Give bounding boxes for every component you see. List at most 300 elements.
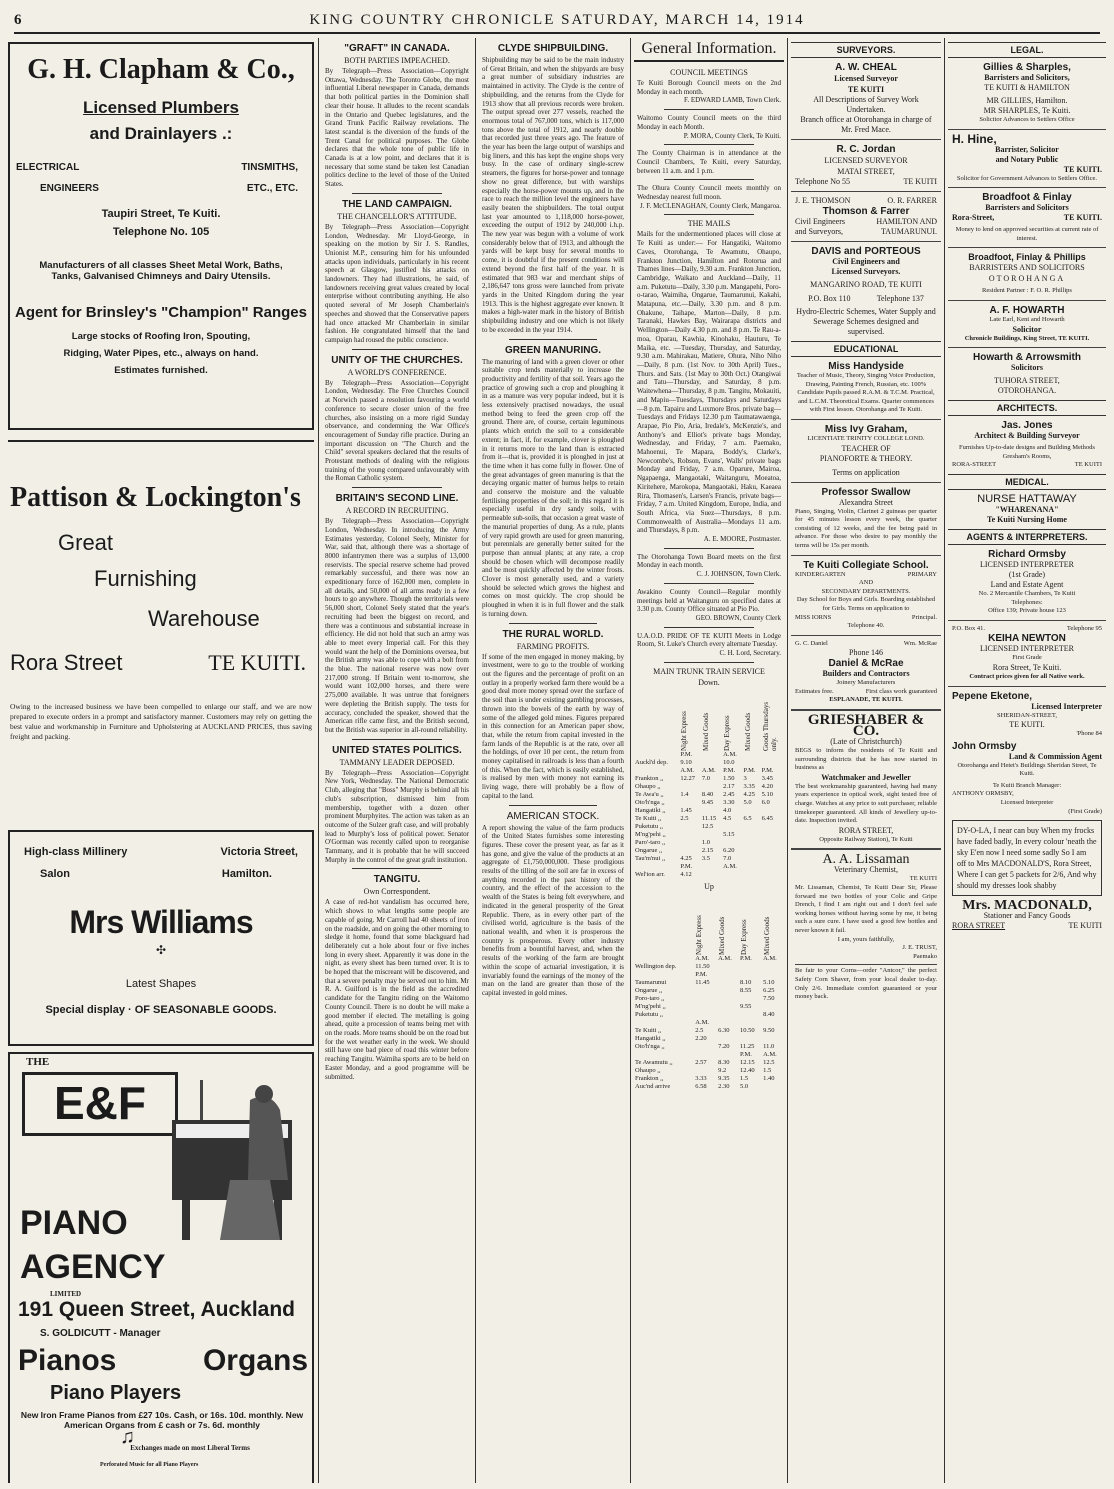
timetable-station: Oto'h'nga ,, [635, 1042, 665, 1050]
timetable-station: M'ng'pehi ,, [635, 1002, 666, 1010]
hattaway-name: NURSE HATTAWAY [977, 492, 1077, 505]
council3: The County Chairman is in attendance at the Council Chambers, Te Kuiti, every Saturday, between 11 a.m. and 1 p.m. [637, 149, 781, 175]
timetable-row [634, 791, 784, 799]
jordan-card [795, 144, 937, 187]
timetable-time: 8.55 [739, 986, 752, 994]
timetable-station: Te Kuiti ,, [635, 814, 662, 822]
thomson-name: Thomson & Farrer [822, 206, 910, 217]
masthead [14, 6, 1100, 34]
timetable-time [717, 979, 739, 987]
arrowsmith-t3: OTOROHANGA. [997, 386, 1057, 396]
timetable-station: Hangatiki ,, [635, 1034, 666, 1042]
mails-body: Mails for the undermentioned places will close at Te Kuiti as under:— For Hangatiki, Waitomo Caves, Otorohanga, Te Awamutu, Ohaupo, Frankton Junction, Hamilton and Rotorua and Thames lines—Daily, 9.30 a.m. Frankton Junction, Cambridge, Waikato and Auckland—Daily, 11 a.m. Puketutu—Daily, 3.30 p.m. Mangapehi, Poro-o-tarao, Waimiha, Ongarue, Taumarunui, Kakahi, Matapuna, etc.—Daily, 3.30 p.m. and 8 p.m. Ohakune, Taihape, Marton—Daily, 8 p.m. Taranaki, Hawkes Bay, Wairarapa districts and Wellington—Daily 4.30 p.m. and 8 p.m. Te Rau-a-moa, Oparau, Kawhia, Kinohaku, Hauturu, Te Maika, etc. —Tuesday, Thursday, and Saturday, 9.30 a.m. Mahirakau, Matiere, Ohura, Niho Niho—Daily, 8 p.m. (1st Nov. to 30th April) Tues., Thurs. and Sats. (1st May to 30th Oct.) Otangiwai and Tatu—Thursday, and Saturday, 8 p.m. Waitewhena—Thursday, 8 p.m. Tangitu, Mokauiti, and Mapiu—Tuesdays, Thursdays and Saturdays —8 p.m. Tapairu and Luxmore Bros. private bag—Tuesdays and Fridays 12.30 p.m Taumatawaenga, Arapae, Pio Pio, Aria, Iredale's, McKenzie's, and Anthony's and Elliot's private bags Monday, Wednesday, and Friday, 7 a.m. Paemako, Mahoenui, Te Mapara, Boddy's, Clarke's, Newcombe's, Robson, Evans', Walls' private bags Monday and Friday, 7 a.m. Oparure, Mairoa, Ngapaenga, Mangaotaki, Waitanguru, Moeatoa, Kiritehere, Marokopa, Mangaotaki, Haku, Kaeaea Rira, Thomasen's, Larsen's Francis, private bags—Friday, 7 a.m. United Kingdom, Europe, India, and South Africa, via Suez—Thursdays, 8 p.m. Commonwealth of Australia—Mondays 11 a.m. and Thursdays, 8 p.m. [637, 230, 781, 535]
timetable-station [634, 751, 679, 759]
general-info-title: General Information. [634, 40, 784, 62]
hine-t1: Barrister, Solicitor [995, 144, 1059, 154]
timetable-time [743, 807, 761, 815]
timetable-station: Ongarue ,, [635, 846, 663, 854]
column-6-legal [948, 38, 1106, 1483]
hattaway-card [952, 494, 1102, 525]
thomson-r1: O. R. FARRER [887, 196, 937, 205]
timetable-time: 4.5 [723, 814, 732, 822]
timetable-time [722, 871, 742, 879]
graham-t1: LICENTIATE TRINITY COLLEGE LOND. [807, 434, 925, 442]
clapham-stock2: Ridging, Water Pipes, etc., always on hand. [63, 348, 259, 359]
timetable-row [634, 1011, 784, 1019]
american-stock-body: A report showing the value of the farm products of the United States furnishes some interesting figures. These cover the present year, as far as it has gone, and give the value of the products at an aggregate of £1,750,000,000. These prodigious results of the tilling of the soil are far in excess of anything recorded in the past history of the country, and the effect of the accession to the wealth of the States is being felt everywhere, and indicated in the general prosperity of the Great Republic. There, as in every other part of the civilised world, agriculture is the basis of the national wealth, and when it is prosperous the country is prosperous. Every other industry benefits from a bountiful harvest, and, when the results of the working of the farm are brought within the scope of actuarial investigation, it is invariably found the earnings of the money of the man on the land are greater than those of the capital invested in gold mines. [482, 823, 624, 997]
timetable-row [634, 823, 784, 831]
timetable-row [634, 1075, 784, 1083]
britain-body: By Telegraph—Press Association—Copyright London, Wednesday. In introducing the Army Estimates yesterday, Colonel Seely, Minister for War, said that, although there was a shortage of 8000 infantrymen there was a surplus of 13,000 reservists. The special reserve scheme had proved remarkably successful, and there was now an expeditionary force of 162,000 men, complete in all details, and 50,000 of all arms ready in a few hours to go anywhere. Though the territorials were 56,000 short, Colonel Seely stated that the year's recruiting had been the biggest on record, and there was a continuous and substantial increase in efficiency. He did not hold that such an army was able to meet every Imperial call. For this they would want the help of the Dominions oversea, but the British army was able to cope with a bolt from the blue. The national reserve was now over 217,000 strong. If Britain went to-morrow, she would want 102,000 horses, and there were 275,000 available. It was untrue that foreigners were depleting the British supply. The tests for accuracy, concluded the speaker, showed that the American rifle came first, and the British second, but the British was superior in all-round reliability. [325, 517, 469, 734]
timetable-time: 10.0 [723, 758, 735, 766]
timetable-time [694, 1011, 717, 1019]
grieshaber-card [795, 712, 937, 844]
collegiate-card [795, 560, 937, 631]
clapham-name: G. H. Clapham & Co., [27, 54, 295, 85]
williams-latest: Latest Shapes [125, 978, 197, 990]
timetable-time: P.M. [743, 766, 756, 774]
hine-t3: TE KUITI. [1063, 164, 1102, 174]
timetable-time: 6.45 [761, 814, 773, 822]
handyside-name: Miss Handyside [828, 361, 904, 372]
pattison-body: Owing to the increased business we have been compelled to enlarge our staff, and we are now prepared to execute orders in a prompt and satisfactory manner. Customers may rely on getting the best value and workmanship in Furniture and Upholstering at AUCKLAND PRICES, thus saving freight and packing. [10, 702, 312, 741]
timetable-time [739, 1019, 762, 1027]
graham-t3: PIANOFORTE & THEORY. [819, 453, 913, 463]
column-rule [944, 38, 945, 1483]
ef-perforated: Perforated Music for all Piano Players [100, 1462, 199, 1468]
williams-name: Mrs Williams [69, 904, 253, 940]
timetable-time [717, 1011, 739, 1019]
clapham-stock1: Large stocks of Roofing Iron, Spouting, [71, 331, 251, 342]
timetable-time: 7.20 [718, 1042, 730, 1050]
macdonald-name: Mrs. MACDONALD, [962, 898, 1092, 914]
timetable-time [762, 971, 784, 979]
timetable-row [634, 1019, 784, 1027]
timetable-station [634, 971, 694, 979]
broadfoot-t3: Money to lend on approved securities at current rate of interest. [955, 226, 1099, 242]
lissaman-t5: Paemako [913, 952, 937, 960]
graham-name: Miss Ivy Graham, [824, 423, 908, 435]
timetable-time: 11.45 [695, 978, 710, 986]
ormsby-t1: LICENSED INTERPRETER [980, 559, 1074, 569]
davis-t2: Licensed Surveyors. [831, 267, 901, 276]
lissaman-card [795, 854, 937, 1001]
williams-ad [8, 830, 314, 1046]
ef-address: 191 Queen Street, Auckland [18, 1298, 295, 1321]
timetable-time: 2.17 [723, 782, 735, 790]
timetable-row [634, 855, 784, 863]
jormsby-card [952, 741, 1102, 817]
ormsby-name: Richard Ormsby [988, 548, 1066, 560]
jormsby-name: John Ormsby [952, 740, 1017, 752]
gillies-t5: Solicitor Advances to Settlers Office [979, 116, 1075, 123]
timetable-time: 7.50 [763, 994, 775, 1002]
timetable-row [634, 963, 784, 971]
newton-t3: Rora Street, Te Kuiti. [992, 662, 1062, 672]
timetable-time [739, 1011, 762, 1019]
williams-special: Special display · OF SEASONABLE GOODS. [45, 1004, 277, 1016]
land-body: By Telegraph—Press Association—Copyright London, Wednesday. Mr Lloyd-George, in speaking on the motion by Sir J. S. Randles, Unionist M.P., censuring him for his unfounded attacks upon individuals, particularly in his recent speech at Glasgow, justified his attacks on landowners. They had illustrations, he said, of landowners receiving great values created by local enterprise without contributing anything. He also quoted several of Mr Joseph Chamberlain's speeches and showed that the Conservative papers had once attacked Mr Chamberlain in similar fashion. He congratulated himself that the land campaign had roused the public conscience. [325, 222, 469, 344]
dyola-poem: DY-O-LA, I near can buy When my frocks have faded badly, In every colour 'neath the sky E'en now I need some sadly So I am off to Mrs MACDONALD'S, Rora Street, Where I can get 5 packets for 2/6, And why should my dresses look shabby [952, 820, 1102, 896]
column-1-ads [8, 38, 314, 1483]
gillies-t4: MR SHARPLES, Te Kuiti. [983, 106, 1071, 115]
timetable-station: Ohaupo ,, [635, 782, 661, 790]
timetable-time [701, 759, 722, 767]
newton-name: KEIHA NEWTON [988, 633, 1066, 645]
clapham-tinsmiths: TINSMITHS, [241, 162, 298, 173]
timetable-row [634, 971, 784, 979]
gillies-t3: MR GILLIES, Hamilton. [986, 96, 1068, 105]
timetable-station: Wel'ton arr. [635, 870, 665, 878]
pattison-street: Rora Street [10, 650, 123, 675]
timetable-time: 4.25 [680, 854, 692, 862]
timetable-row [634, 863, 784, 871]
timetable-time [679, 783, 701, 791]
timetable-time: 1.50 [723, 774, 735, 782]
daniel-t1: Builders and Contractors [822, 669, 910, 679]
jones-t1: Architect & Building Surveyor [974, 431, 1080, 441]
timetable-time [743, 863, 761, 871]
timetable-time: 6.5 [743, 814, 752, 822]
timetable-time: 10.50 [739, 1026, 755, 1034]
timetable-column-header: Day Express [723, 715, 732, 751]
timetable-time: P.M. [695, 970, 708, 978]
timetable-time: A.M. [718, 954, 732, 962]
timetable-time: 4.25 [743, 790, 755, 798]
hine-t2: and Notary Public [995, 154, 1059, 164]
timetable-time [761, 839, 784, 847]
timetable-time: 1.45 [680, 806, 692, 814]
timetable-station [634, 955, 694, 963]
medical-section: MEDICAL. [948, 474, 1106, 490]
timetable-time: 5.0 [743, 798, 752, 806]
collegiate-l1: KINDERGARTEN [795, 570, 846, 578]
timetable-time: 6.30 [718, 1026, 730, 1034]
timetable-row [634, 831, 784, 839]
jormsby-t1: Land & Commission Agent [1008, 751, 1102, 761]
timetable-row [634, 1067, 784, 1075]
arrowsmith-card [952, 352, 1102, 396]
piano-illustration-icon [160, 1060, 310, 1260]
timetable-time [694, 1043, 717, 1051]
churches-body: By Telegraph—Press Association—Copyright London, Wednesday. The Free Churches Council at Norwich passed a resolution favouring a world conference to secure closer union of the free churches, also insisting on a more rigid Sunday observance, and condemning the War Office's encouragement of Sunday rifle practice. During an important discussion on "The Church and the Child" several speakers declared that the results of Protestant methods of dealing with the religious training of the young compared unfavourably with the Roman Catholic system. [325, 378, 469, 483]
timetable-time [717, 1035, 739, 1043]
ormsby-card [952, 549, 1102, 616]
davis-t1: Civil Engineers and [832, 257, 900, 266]
ef-pianos: Pianos [18, 1344, 117, 1377]
timetable-station: M'ng'pehi ,, [635, 830, 666, 838]
timetable-time: 4.12 [680, 870, 692, 878]
churches-headline: UNITY OF THE CHURCHES. [331, 354, 463, 366]
council1-sig: F. EDWARD LAMB, Town Clerk. [683, 96, 781, 105]
clapham-estimates: Estimates furnished. [114, 365, 208, 376]
pattison-furnishing: Furnishing [94, 566, 197, 591]
eketone-t3: TE KUITI. [1009, 720, 1045, 730]
timetable-time [743, 831, 761, 839]
us-politics-headline: UNITED STATES POLITICS. [332, 744, 462, 756]
jordan-t2: MATAI STREET, [837, 167, 895, 176]
land-subhead: THE CHANCELLOR'S ATTITUDE. [337, 211, 457, 221]
pattison-ad [8, 440, 314, 822]
timetable-station: Te Awamutu ,, [635, 1058, 673, 1066]
timetable-time [739, 995, 762, 1003]
ef-limited: LIMITED [50, 1290, 82, 1298]
williams-street: Victoria Street, [220, 846, 298, 858]
timetable-station [634, 1051, 694, 1059]
swallow-body: Piano, Singing, Violin, Clarinet 2 guineas per quarter for 45 minutes lesson every week, the quarter consisting of 12 weeks, and the fee being paid in advance. For those who desire to pay monthly the terms will be 15s per month. [795, 507, 937, 549]
ormsby-t5: Telephones: [1011, 598, 1043, 606]
cheal-card [795, 62, 937, 135]
timetable-time: 4.20 [761, 782, 773, 790]
timetable-station: Ongarue ,, [635, 986, 663, 994]
howarth-card [952, 305, 1102, 343]
churches-subhead: A WORLD'S CONFERENCE. [347, 367, 447, 377]
timetable-time [761, 847, 784, 855]
cheal-name: A. W. CHEAL [835, 62, 897, 73]
timetable-station-header [634, 689, 679, 751]
timetable-time: A.M. [723, 750, 737, 758]
timetable-time: P.M. [739, 1050, 752, 1058]
timetable-time [701, 783, 722, 791]
lissaman-t4: J. E. TRUST, [902, 944, 937, 952]
daniel-name: Daniel & McRae [828, 658, 904, 670]
collegiate-t5: Telephone 40. [847, 622, 885, 630]
davis-name: DAVIS and PORTEOUS [811, 246, 921, 257]
hine-t4: Solicitor for Government Advances to Settlers Office. [956, 174, 1098, 182]
cheal-t3: All Descriptions of Survey Work Undertaken. [813, 95, 919, 114]
timetable-time: 6.0 [761, 798, 770, 806]
timetable-time [761, 831, 784, 839]
jones-t2: Furnishes Up-to-date designs and Building Methods [959, 444, 1095, 452]
timetable-time [739, 1035, 762, 1043]
grieshaber-t2: Watchmaker and Jeweller [821, 772, 911, 782]
tangitu-body: A case of red-hot vandalism has occurred here, which shows to what lengths some people are capable of going. Mr Carroll had 40 sheets of iron on the roadside, and on going the other morning to sledge it home, found that some blackguard had deliberately cut a hole about four or five inches long in every sheet. Apparently it was done in the night, as every sheet has been turned over. It is to be hoped that the miscreant will be discovered, and that a severe penalty may be served out to him. Mr R. A. Guilford is in the field as the accredited candidate for the Tangitu riding on the Waitomo County Council. There is no doubt he will make a good member if elected. The metalling is going ahead, quite a procession of teams being met with on the roads. More teams should be on the road but for the wet weather early in the week. We should still have one bad piece of road this winter before reaching Tangitu. Waimiha sports are to be held on Easter Monday, and a good programme will be submitted. [325, 898, 469, 1081]
timetable-column-header: Night Express [695, 914, 704, 955]
davis-t6: Hydro-Electric Schemes, Water Supply and Sewerage Schemes designed and supervised. [796, 307, 936, 336]
clapham-line1: Licensed Plumbers [83, 98, 239, 117]
timetable-time [761, 751, 784, 759]
timetable-row [634, 783, 784, 791]
timetable-row [634, 1003, 784, 1011]
daniel-l3: Estimates free. [795, 687, 834, 695]
timetable-time: 3.33 [695, 1074, 707, 1082]
timetable-row [634, 1051, 784, 1059]
arrowsmith-name: Howarth & Arrowsmith [973, 352, 1081, 364]
lissaman-t3: I am, yours faithfully, [837, 935, 895, 943]
timetable-row [634, 799, 784, 807]
timetable-time: 1.5 [763, 1066, 772, 1074]
davis-t3: MANGARINO ROAD, TE KUITI [810, 280, 922, 289]
land-headline: THE LAND CAMPAIGN. [342, 198, 452, 210]
ormsby-t3: Land and Estate Agent [990, 579, 1064, 589]
daniel-r1: Wm. McRae [903, 639, 937, 647]
bfp-name: Broadfoot, Finlay & Phillips [968, 252, 1086, 263]
timetable-time [694, 1051, 717, 1059]
agents-section: AGENTS & INTERPRETERS. [948, 529, 1106, 545]
timetable-station [634, 1019, 694, 1027]
timetable-time [701, 831, 722, 839]
lissaman-footer: Be fair to your Corns—order "Antcor," the perfect Safety Corn Shaver, from your local dealer to-day. Only 2/6. Immediate comfort guaranteed or your money back. [795, 964, 937, 1001]
timetable-time: A.M. [695, 1018, 710, 1026]
timetable-time [762, 1003, 784, 1011]
handyside-card [795, 361, 937, 415]
daniel-phone: Phone 146 [849, 648, 883, 658]
timetable-time: 12.5 [701, 822, 714, 830]
timetable-time: 2.5 [695, 1026, 704, 1034]
council2: Waitomo County Council meets on the third Monday in each Month. [637, 114, 781, 131]
ef-players: Piano Players [50, 1382, 182, 1404]
gillies-t1: Barristers and Solicitors, [984, 73, 1070, 82]
eketone-card [952, 691, 1102, 739]
timetable-time: 12.5 [763, 1058, 775, 1066]
timetable-station [634, 767, 679, 775]
cheal-t4: Branch office at Otorohanga in charge of Mr. Fred Mace. [800, 115, 932, 134]
timetable-time: 7.0 [723, 854, 732, 862]
timetable-time: 3.5 [701, 854, 711, 862]
timetable-time: P.M. [680, 750, 693, 758]
american-stock-headline: AMERICAN STOCK. [506, 810, 600, 822]
ormsby-t4: No. 2 Mercantile Chambers, Te Kuiti [978, 589, 1076, 597]
timetable-time [701, 871, 722, 879]
timetable-time [739, 971, 762, 979]
collegiate-and: AND [858, 579, 874, 587]
timetable-time [761, 759, 784, 767]
graham-t2: TEACHER OF [841, 443, 891, 453]
timetable-column-header: Day Express [739, 919, 748, 955]
timetable-time [694, 1003, 717, 1011]
jones-l4: RORA-STREET [952, 461, 997, 469]
clyde-body: Shipbuilding may be said to be the main industry of Great Britain, and when the shipyards are busy a great number of subsidiary industries are maintained in activity. The Clyde is the centre of shipbuilding, and the returns from the Clyde for 1913 show that all previous records were broken. The output spread over 277 vessels, reached the enormous total of 767,000 tons, which is 117,000 tons above the total of 1912, and nearly double that recorded just three years ago. The feature of the year has been the large output of warships and big liners, and this has kept the engine shops very busy. In the case of ordinary single-screw steamers, the figures for horse-power and tonnage show no great difference, but with warships especially the horse-power mounts up, and in the race to reach the million level the engineers have easily beaten the shipbuilders. The total output last year amounted to 1,118,000 horse-power, exceeding the output of 1912 by 240,000 i.h.p. The new year was begun with a volume of work considerably below that of 1913, and although the yards will be kept busy for several months to come, it is doubtful if the present conditions will extend beyond the first half of the year. It is estimated that 983 war and merchant ships of 2,186,647 tons gross were launched from private yards in the United Kingdom during the year 1913. This is the highest aggregate ever known. It makes a high-water mark in the history of British shipbuilding industry and one which is not likely to be exceeded in the year 1914. [482, 56, 624, 334]
howarth-name: A. F. HOWARTH [989, 304, 1065, 316]
timetable-time: 8.30 [718, 1058, 730, 1066]
council4-sig: J. F. McCLENAGHAN, County Clerk, Mangaroa. [640, 201, 781, 210]
daniel-t4: ESPLANADE, TE KUITI. [829, 696, 903, 704]
lissaman-t2: TE KUITI [909, 875, 937, 883]
timetable-time: P.M. [739, 954, 752, 962]
jormsby-t4: ANTHONY ORMSBY, [952, 790, 1014, 798]
grieshaber-t3: RORA STREET, [838, 825, 894, 835]
timetable-row [634, 1043, 784, 1051]
timetable-time: 9.55 [739, 1002, 752, 1010]
ef-logo: E&F [22, 1072, 178, 1136]
timetable-time [701, 807, 722, 815]
timetable-time: 6.25 [763, 986, 775, 994]
macdonald-r2: TE KUITI [1068, 921, 1102, 931]
pattison-town: TE KUITI. [208, 650, 306, 675]
timetable-time: 6.58 [695, 1082, 707, 1090]
timetable-station: Frankton ,, [635, 1074, 664, 1082]
collegiate-name: Te Kuiti Collegiate School. [803, 559, 929, 571]
clapham-electrical: ELECTRICAL [16, 162, 80, 173]
timetable-time: 1.4 [680, 790, 689, 798]
hattaway-t2: Te Kuiti Nursing Home [987, 514, 1067, 524]
hattaway-t1: "WHARENANA" [995, 504, 1059, 514]
timetable-station: Hangatiki ,, [635, 806, 666, 814]
uaod-sig: C. H. Lord, Secretary. [719, 649, 781, 658]
macdonald-card [952, 900, 1102, 931]
gillies-card [952, 62, 1102, 125]
macdonald-t1: Stationer and Fancy Goods [983, 911, 1071, 921]
timetable-time [761, 855, 784, 863]
ornament-icon: ✣ [155, 943, 167, 957]
jones-name: Jas. Jones [1001, 420, 1053, 432]
architects-section: ARCHITECTS. [948, 400, 1106, 416]
timetable-time [717, 1003, 739, 1011]
timetable-time [761, 807, 784, 815]
council-meetings-head: COUNCIL MEETINGS [670, 68, 748, 77]
column-2-news [322, 38, 472, 1483]
thomson-l2: Civil Engineers [795, 217, 845, 226]
timetable-time [701, 863, 722, 871]
oto-board-sig: C. J. JOHNSON, Town Clerk. [696, 570, 781, 579]
ef-piano-ad [8, 1052, 314, 1483]
grieshaber-t1: (Late of Christchurch) [830, 737, 902, 747]
jordan-name: R. C. Jordan [836, 144, 896, 155]
timetable-time: 8.40 [701, 790, 714, 798]
timetable-station: Auckl'd dep. [635, 758, 668, 766]
daniel-card [795, 640, 937, 705]
mails-head: THE MAILS [687, 219, 731, 229]
uaod: U.A.O.D. PRIDE OF TE KUITI Meets in Lodge Room, St. Luke's Church every alternate Tuesday. [637, 631, 781, 649]
howarth-t1: Late Earl, Kent and Howarth [989, 315, 1065, 323]
tangitu-subhead: Own Correspondent. [363, 887, 431, 897]
timetable-time: 2.57 [695, 1058, 707, 1066]
timetable-time: 9.45 [701, 798, 714, 806]
timetable-time: 8.10 [739, 978, 752, 986]
timetable-row [634, 955, 784, 963]
train-head: MAIN TRUNK TRAIN SERVICE [653, 666, 765, 676]
ef-manager: S. GOLDICUTT - Manager [40, 1328, 161, 1339]
graham-t4: Terms on application [832, 467, 900, 477]
clapham-manuf: Manufacturers of all classes Sheet Metal Work, Baths, Tanks, Galvanised Chimneys and Dairy Utensils. [39, 260, 283, 282]
williams-town: Hamilton. [221, 868, 272, 880]
council2-sig: P. MORA, County Clerk, Te Kuiti. [683, 131, 781, 140]
lissaman-letter: Mr. Lissaman, Chemist, Te Kuiti Dear Sir, Please forward me two bottles of your Colic and Gripe Drench, I find I am right out and I don't feel safe working horses without having some by me, it being such a sure cure. I have used a good few bottles and never known it fail. [795, 884, 937, 934]
timetable-time [679, 831, 701, 839]
broadfoot-name: Broadfoot & Finlay [982, 192, 1072, 204]
davis-card [795, 246, 937, 337]
clyde-headline: CLYDE SHIPBUILDING. [497, 43, 609, 54]
timetable-column-header: Night Express [680, 710, 689, 751]
mails-sig: A. E. MOORE, Postmaster. [703, 535, 781, 544]
timetable-time: 5.15 [723, 830, 735, 838]
timetable-time: 2.45 [723, 790, 735, 798]
thomson-card [795, 196, 937, 237]
gramophone-icon: ♫ [120, 1426, 135, 1448]
column-rule [318, 38, 319, 1483]
timetable-time [762, 963, 784, 971]
graft-headline: "GRAFT" IN CANADA. [344, 43, 450, 54]
timetable-row [634, 979, 784, 987]
timetable-column-header: Mixed Goods [763, 916, 772, 955]
timetable-time: 4.0 [723, 806, 732, 814]
williams-salon: Salon [40, 868, 70, 880]
timetable-time: 6.20 [723, 846, 735, 854]
timetable-time: 11.50 [695, 962, 710, 970]
timetable-column-header: Mixed Goods [718, 916, 727, 955]
timetable-row [634, 759, 784, 767]
timetable-time: 2.15 [701, 846, 714, 854]
gillies-name: Gillies & Sharples, [983, 62, 1071, 73]
davis-t5: Telephone 137 [876, 294, 924, 303]
cheal-t1: Licensed Surveyor [834, 74, 898, 83]
timetable-row [634, 1059, 784, 1067]
clapham-etc: ETC., ETC. [246, 183, 298, 194]
timetable-column-header: Mixed Goods [701, 712, 710, 751]
timetable-row [634, 987, 784, 995]
timetable-row [634, 807, 784, 815]
davis-t4: P.O. Box 110 [808, 294, 851, 303]
